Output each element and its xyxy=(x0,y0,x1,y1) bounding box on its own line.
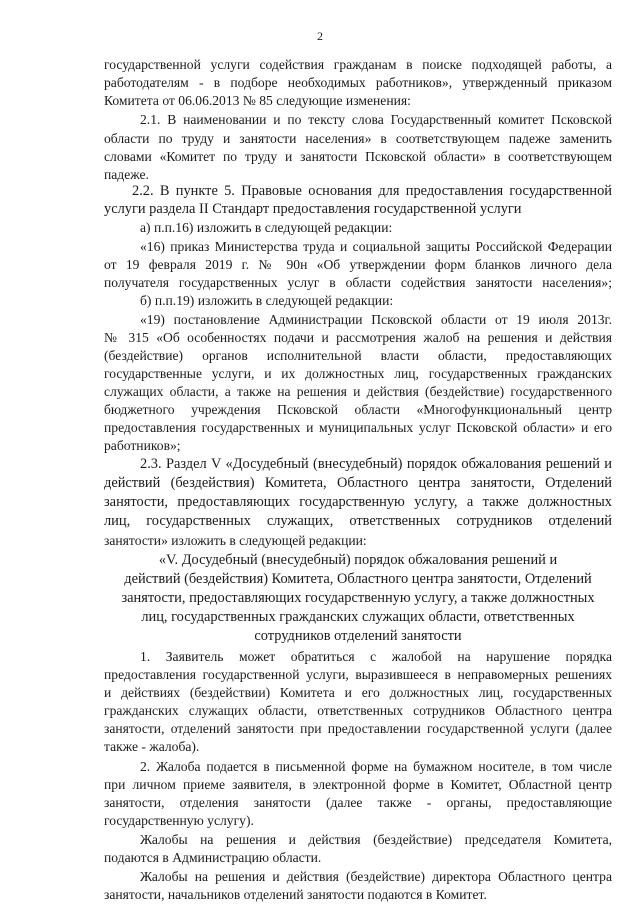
page-number: 2 xyxy=(317,29,323,43)
text-line: падеже. xyxy=(104,167,149,182)
text-line: занятости, отделения занятости (далее также - органы, предоставляющие xyxy=(104,795,612,810)
text-line: работодателям - в подборе необходимых работников», утвержденный приказом xyxy=(104,75,612,90)
text-line: 2. Жалоба подается в письменной форме на бумажном носителе, в том числе xyxy=(140,759,612,774)
text-line: получателя государственных услуг в области содействия занятости населения»; xyxy=(104,275,612,290)
text-line: лиц, государственных служащих, ответственных сотрудников отделений xyxy=(104,513,612,529)
section-heading-line: «V. Досудебный (внесудебный) порядок обжалования решений и xyxy=(158,552,558,568)
text-line: бюджетного учреждения Псковской области «Многофункциональный центр xyxy=(104,402,612,417)
text-line: при личном приеме заявителя, в электронной форме в Комитет, Областной центр xyxy=(104,777,612,792)
text-line: предоставления государственной услуги, выразившееся в неправомерных решениях xyxy=(104,667,612,682)
text-line: 2.3. Раздел V «Досудебный (внесудебный) порядок обжалования решений и xyxy=(140,456,612,472)
text-line: 1. Заявитель может обратиться с жалобой на нарушение порядка xyxy=(140,649,612,664)
text-line: гражданских служащих области, ответственных сотрудников Областного центра xyxy=(104,703,612,718)
text-line: области по труду и занятости населения» в соответствующем падеже заменить xyxy=(104,131,612,146)
text-line: от 19 февраля 2019 г. № 90н «Об утверждении форм бланков личного дела xyxy=(104,257,612,272)
text-line: служащих области, а также на решения и действия (бездействие) государственного xyxy=(104,384,612,399)
section-heading-line: действий (бездействия) Комитета, Областного центра занятости, Отделений xyxy=(124,571,592,587)
text-line: а) п.п.16) изложить в следующей редакции: xyxy=(140,220,393,235)
text-line: занятости» изложить в следующей редакции: xyxy=(104,533,367,548)
text-line: Комитета от 06.06.2013 № 85 следующие изменения: xyxy=(104,93,411,108)
text-line: услуги раздела II Стандарт предоставления государственной услуги xyxy=(104,201,522,217)
section-heading-line: сотрудников отделений занятости xyxy=(254,628,462,644)
text-line: Жалобы на решения и действия (бездействие) председателя Комитета, xyxy=(140,832,612,847)
text-line: 2.1. В наименовании и по тексту слова Государственный комитет Псковской xyxy=(140,112,612,127)
text-line: также - жалоба). xyxy=(104,739,200,754)
text-line: Жалобы на решения и действия (бездействие) директора Областного центра xyxy=(140,869,612,884)
text-line: занятости, начальников отделений занятости подаются в Комитет. xyxy=(104,887,487,902)
text-line: занятости, отделений занятости при предоставлении государственной услуги (далее xyxy=(104,721,612,736)
text-line: государственные услуги, и их должностных лиц, государственных гражданских xyxy=(104,366,612,381)
text-line: «16) приказ Министерства труда и социальной защиты Российской Федерации xyxy=(140,239,612,254)
text-line: государственную услугу). xyxy=(104,813,254,828)
section-heading-line: занятости, предоставляющих государственную услугу, а также должностных xyxy=(121,590,595,606)
text-line: подаются в Администрацию области. xyxy=(104,850,322,865)
text-line: 2.2. В пункте 5. Правовые основания для предоставления государственной xyxy=(132,183,612,199)
text-line: б) п.п.19) изложить в следующей редакции: xyxy=(140,293,394,308)
text-line: работников»; xyxy=(104,438,181,453)
text-line: «19) постановление Администрации Псковской области от 19 июля 2013г. xyxy=(140,312,612,327)
text-line: (бездействие) органов исполнительной власти области, предоставляющих xyxy=(104,348,612,363)
text-line: занятости, предоставляющих государственную услугу, а также должностных xyxy=(104,494,612,510)
section-heading-line: лиц, государственных гражданских служащих области, ответственных xyxy=(141,609,575,625)
text-line: № 315 «Об особенностях подачи и рассмотрения жалоб на решения и действия xyxy=(104,330,612,345)
text-line: предоставления государственных и муниципальных услуг Псковской области» и его xyxy=(104,420,612,435)
text-line: словами «Комитет по труду и занятости Псковской области» в соответствующем xyxy=(104,149,612,164)
text-line: и действиях (бездействии) Комитета и его должностных лиц, государственных xyxy=(104,685,612,700)
text-line: действий (бездействия) Комитета, Областного центра занятости, Отделений xyxy=(104,475,612,491)
text-line: государственной услуги содействия гражданам в поиске подходящей работы, а xyxy=(104,57,612,72)
